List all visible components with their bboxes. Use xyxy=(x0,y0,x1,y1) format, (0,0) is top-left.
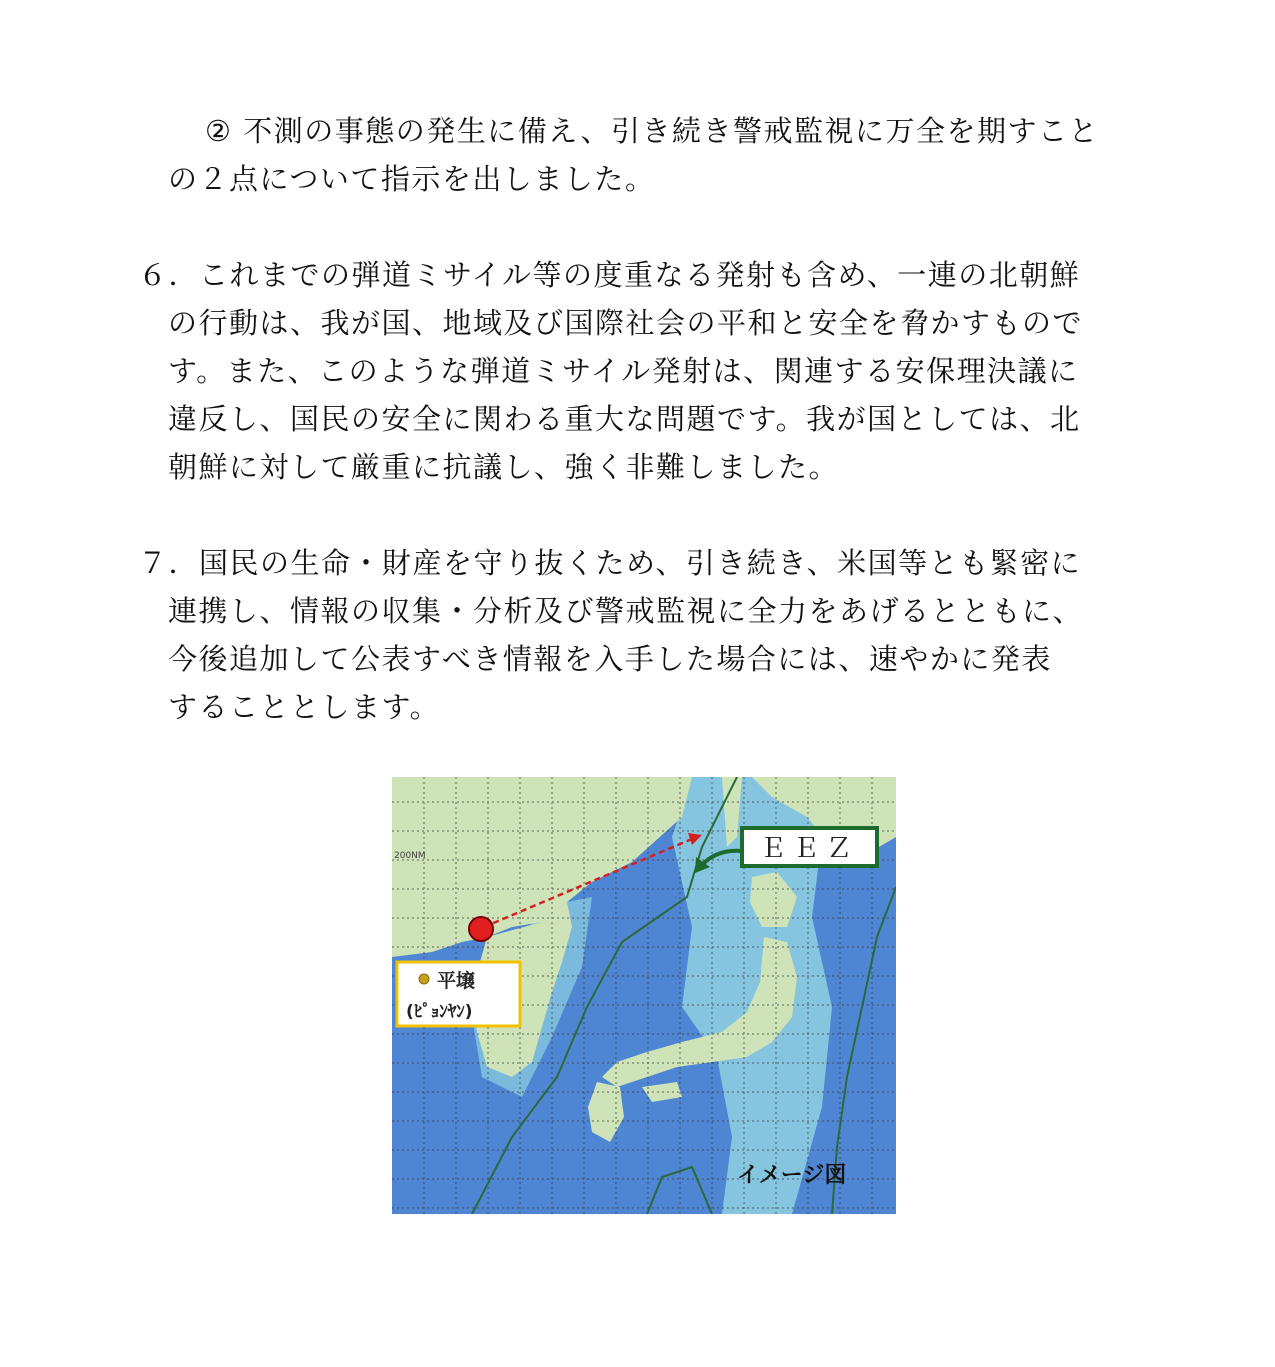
paragraph-line: ② 不測の事態の発生に備え、引き続き警戒監視に万全を期すこと xyxy=(205,114,1099,148)
map-svg xyxy=(392,777,896,1214)
paragraph-line: ７．国民の生命・財産を守り抜くため、引き続き、米国等とも緊密に xyxy=(138,546,1082,580)
paragraph-line: 連携し、情報の収集・分析及び警戒監視に全力をあげるとともに、 xyxy=(168,594,1084,628)
paragraph-line: ６．これまでの弾道ミサイル等の度重なる発射も含め、一連の北朝鮮 xyxy=(138,258,1081,292)
paragraph-line: 違反し、国民の安全に関わる重大な問題です。我が国としては、北 xyxy=(168,402,1081,436)
pyongyang-callout xyxy=(397,962,520,1026)
city-dot-icon xyxy=(419,974,429,984)
paragraph-line: することとします。 xyxy=(168,690,441,724)
paragraph-line: の２点について指示を出しました。 xyxy=(168,162,656,196)
scale-label: 200NM xyxy=(394,851,426,861)
eez-label: ＥＥＺ xyxy=(759,833,859,864)
missile-trajectory-map xyxy=(392,777,896,1214)
launch-point-icon xyxy=(469,917,493,941)
paragraph-line: 朝鮮に対して厳重に抗議し、強く非難しました。 xyxy=(168,450,840,484)
paragraph-line: の行動は、我が国、地域及び国際社会の平和と安全を脅かすもので xyxy=(168,306,1084,340)
city-reading: (ﾋﾟｮﾝﾔﾝ) xyxy=(406,1002,473,1022)
city-name: 平壌 xyxy=(437,970,476,992)
paragraph-line: 今後追加して公表すべき情報を入手した場合には、速やかに発表 xyxy=(168,642,1052,676)
paragraph-line: す。また、このような弾道ミサイル発射は、関連する安保理決議に xyxy=(168,354,1079,388)
image-caption: イメージ図 xyxy=(737,1163,847,1188)
